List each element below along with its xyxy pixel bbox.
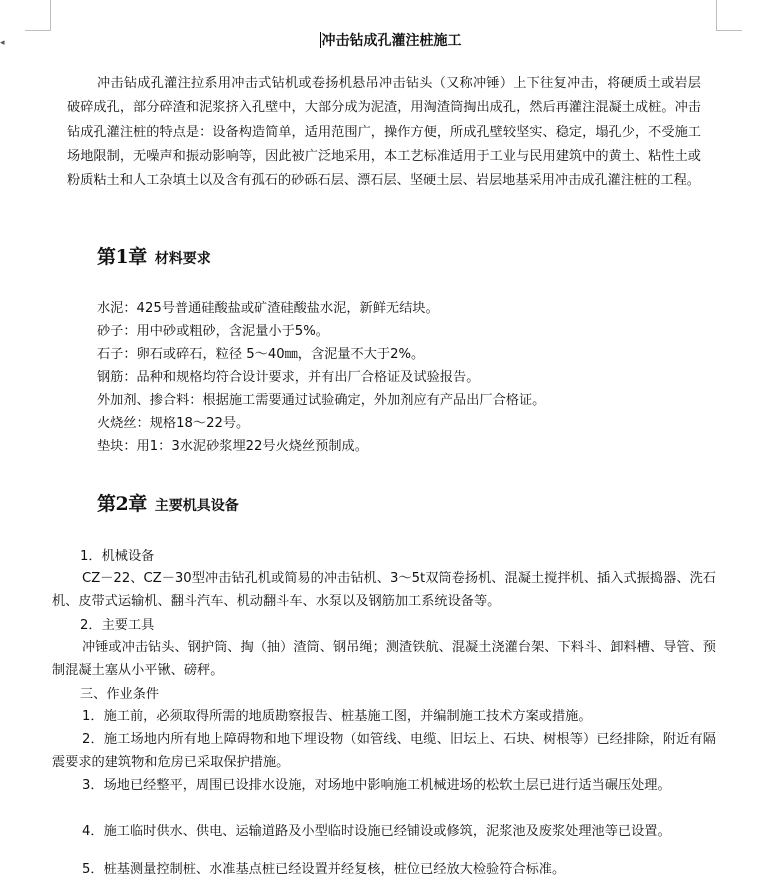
condition-item[interactable]: 3．场地已经整平，周围已设排水设施，对场地中影响施工机械进场的松软土层已进行适当碾压处理。 xyxy=(82,778,671,793)
chapter2-title: 主要机具设备 xyxy=(154,498,239,514)
chapter1-heading[interactable] xyxy=(97,242,211,269)
machinery-paragraph[interactable]: CZ－22、CZ－30型冲击钻孔机或简易的冲击钻机、3～5t双筒卷扬机、混凝土搅拌机、插入式振捣器、洗石机、皮带式运输机、翻斗汽车、机动翻斗车、水泵以及钢筋加工系统设备等。 xyxy=(52,571,716,609)
material-item[interactable]: 钢筋：品种和规格均符合设计要求，并有出厂合格证及试验报告。 xyxy=(97,370,480,385)
chapter2-heading[interactable] xyxy=(97,489,239,516)
material-item[interactable]: 外加剂、掺合料：根据施工需要通过试验确定，外加剂应有产品出厂合格证。 xyxy=(97,393,546,408)
condition-item[interactable]: 1．施工前，必须取得所需的地质勘察报告、桩基施工图，并编制施工技术方案或措施。 xyxy=(82,709,592,724)
crop-mark-top-left xyxy=(25,0,51,31)
document-title[interactable] xyxy=(0,30,781,50)
subsection-conditions-title[interactable]: 三、作业条件 xyxy=(80,687,160,702)
material-item[interactable]: 砂子：用中砂或粗砂，含泥量小于5%。 xyxy=(97,324,329,339)
cut-off-line[interactable]: 5．桩基测量控制桩、水准基点桩已经设置并经复核，桩位已经放大检验符合标准。 xyxy=(82,862,566,877)
condition-item[interactable]: 4．施工临时供水、供电、运输道路及小型临时设施已经铺设或修筑，泥浆池及废浆处理池等已设置。 xyxy=(82,824,671,839)
subsection-machinery-title[interactable]: 1．机械设备 xyxy=(80,549,155,564)
subsection-tools-title[interactable]: 2．主要工具 xyxy=(80,618,155,633)
crop-mark-top-right xyxy=(716,0,742,31)
text-cursor xyxy=(320,32,321,48)
margin-marker-icon: ◂ xyxy=(0,38,5,48)
intro-paragraph[interactable]: 冲击钻成孔灌注拉系用冲击式钻机或卷扬机悬吊冲击钻头（又称冲锤）上下往复冲击，将硬质土或岩层破碎成孔，部分碎渣和泥浆挤入孔壁中，大部分成为泥渣，用淘渣筒掏出成孔，然后再灌注混凝土成桩。冲击钻成孔灌注桩的特点是：设备构造简单，适用范围广，操作方便，所成孔壁较坚实、稳定，塌孔少，不受施工场地限制，无噪声和振动影响等，因此被广泛地采用，本工艺标准适用于工业与民用建筑中的黄土、粘性土或粉质粘土和人工杂填土以及含有孤石的砂砾石层、漂石层、坚硬土层、岩层地基采用冲击成孔灌注桩的工程。 xyxy=(67,76,701,189)
chapter2-number: 第2章 xyxy=(97,493,147,515)
material-item[interactable]: 火烧丝：规格18～22号。 xyxy=(97,416,250,431)
materials-list xyxy=(97,297,545,458)
condition-item[interactable]: 2．施工场地内所有地上障碍物和地下埋设物（如管线、电缆、旧坛上、石块、树根等）已经排除，附近有隔震要求的建筑物和危房已采取保护措施。 xyxy=(52,732,716,770)
material-item[interactable]: 石子：卵石或碎石，粒径 5～40㎜，含泥量不大于2%。 xyxy=(97,347,425,362)
material-item[interactable]: 垫块：用1：3水泥砂浆埋22号火烧丝预制成。 xyxy=(97,439,368,454)
material-item[interactable]: 水泥：425号普通硅酸盐或矿渣硅酸盐水泥，新鲜无结块。 xyxy=(97,301,439,316)
chapter1-title: 材料要求 xyxy=(154,251,211,267)
chapter1-number: 第1章 xyxy=(97,246,147,268)
document-title-text: 冲击钻成孔灌注桩施工 xyxy=(321,33,462,49)
tools-paragraph[interactable]: 冲锤或冲击钻头、钢护筒、掏（抽）渣筒、钢吊绳；测渣铁航、混凝土浇灌台架、下料斗、卸料槽、导管、预制混凝土塞从小平锹、磅秤。 xyxy=(52,640,716,678)
